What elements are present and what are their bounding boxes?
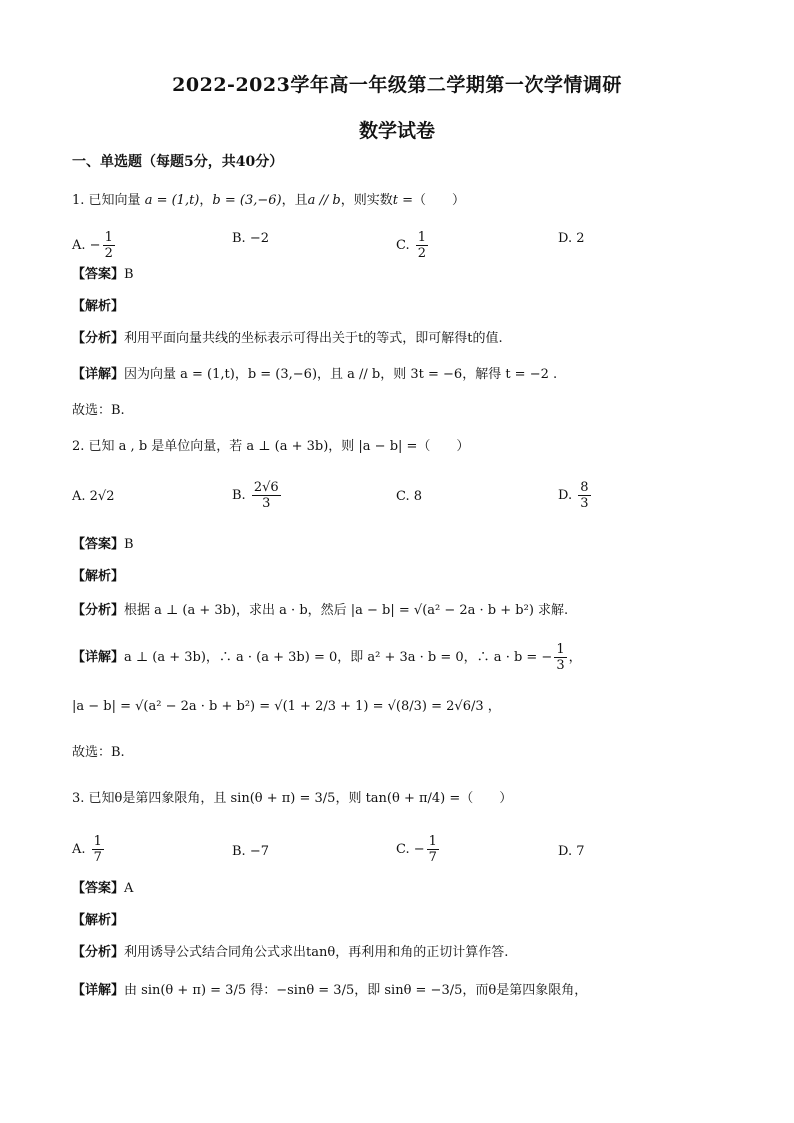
- q3-answer: 【答案】A: [72, 881, 134, 896]
- q1-stem: 1. 已知向量 a = (1,t)，b = (3,−6)，且a // b，则实数t =（ ）: [72, 193, 465, 208]
- q3-option-c: C. − $\frac{1}{7}$: [396, 834, 437, 865]
- q2-option-b: B. $\frac{2√6}{3}$: [232, 480, 279, 511]
- q1-option-a: A. − $\frac{1}{2}$: [72, 230, 113, 261]
- q1-xiangjie: 【详解】因为向量 a = (1,t)，b = (3,−6)，且 a // b，则 3t = −6，解得 t = −2 .: [72, 367, 558, 382]
- q2-analysis-label: 【解析】: [72, 569, 125, 584]
- q2-stem: 2. 已知 a , b 是单位向量，若 a ⊥ (a + 3b)，则 |a − b| =（ ）: [72, 439, 470, 454]
- q2-result: 故选：B.: [72, 745, 125, 760]
- q2-option-a: A. 2√2: [72, 489, 115, 504]
- q3-xiangjie: 【详解】由 sin(θ + π) = 3/5 得：−sinθ = 3/5，即 sinθ = −3/5，而θ是第四象限角，: [72, 983, 588, 998]
- q3-fenxi: 【分析】利用诱导公式结合同角公式求出tanθ，再利用和角的正切计算作答.: [72, 945, 509, 960]
- q1-answer: 【答案】B: [72, 267, 134, 282]
- q3-option-a: A. $\frac{1}{7}$: [72, 834, 102, 865]
- q2-xiangjie-1: 【详解】a ⊥ (a + 3b)，∴ a · (a + 3b) = 0，即 a² + 3a · b = 0，∴ a · b = − $\frac{1}{3}$ ，: [72, 642, 582, 673]
- q1-option-b: B. −2: [232, 231, 269, 246]
- q3-stem: 3. 已知θ是第四象限角，且 sin(θ + π) = 3/5，则 tan(θ + π/4) =（ ）: [72, 791, 513, 806]
- q1-option-d: D. 2: [558, 231, 585, 246]
- section-heading: 一、单选题（每题5分，共40分）: [72, 154, 284, 170]
- page-title: 2022-2023学年高一年级第二学期第一次学情调研: [172, 74, 622, 96]
- q2-answer: 【答案】B: [72, 537, 134, 552]
- q2-fenxi: 【分析】根据 a ⊥ (a + 3b)，求出 a · b，然后 |a − b| = √(a² − 2a · b + b²) 求解.: [72, 603, 569, 618]
- page-subtitle: 数学试卷: [358, 120, 435, 142]
- q2-xiangjie-2: |a − b| = √(a² − 2a · b + b²) = √(1 + 2/3 + 1) = √(8/3) = 2√6/3 ，: [72, 699, 501, 714]
- q3-analysis-label: 【解析】: [72, 913, 125, 928]
- q3-option-d: D. 7: [558, 844, 585, 859]
- q1-analysis-label: 【解析】: [72, 299, 125, 314]
- q3-option-b: B. −7: [232, 844, 269, 859]
- q1-fenxi: 【分析】利用平面向量共线的坐标表示可得出关于t的等式，即可解得t的值.: [72, 331, 503, 346]
- q1-option-c: C. $\frac{1}{2}$: [396, 230, 427, 261]
- q2-option-c: C. 8: [396, 489, 423, 504]
- q1-result: 故选：B.: [72, 403, 125, 418]
- q2-option-d: D. $\frac{8}{3}$: [558, 480, 589, 511]
